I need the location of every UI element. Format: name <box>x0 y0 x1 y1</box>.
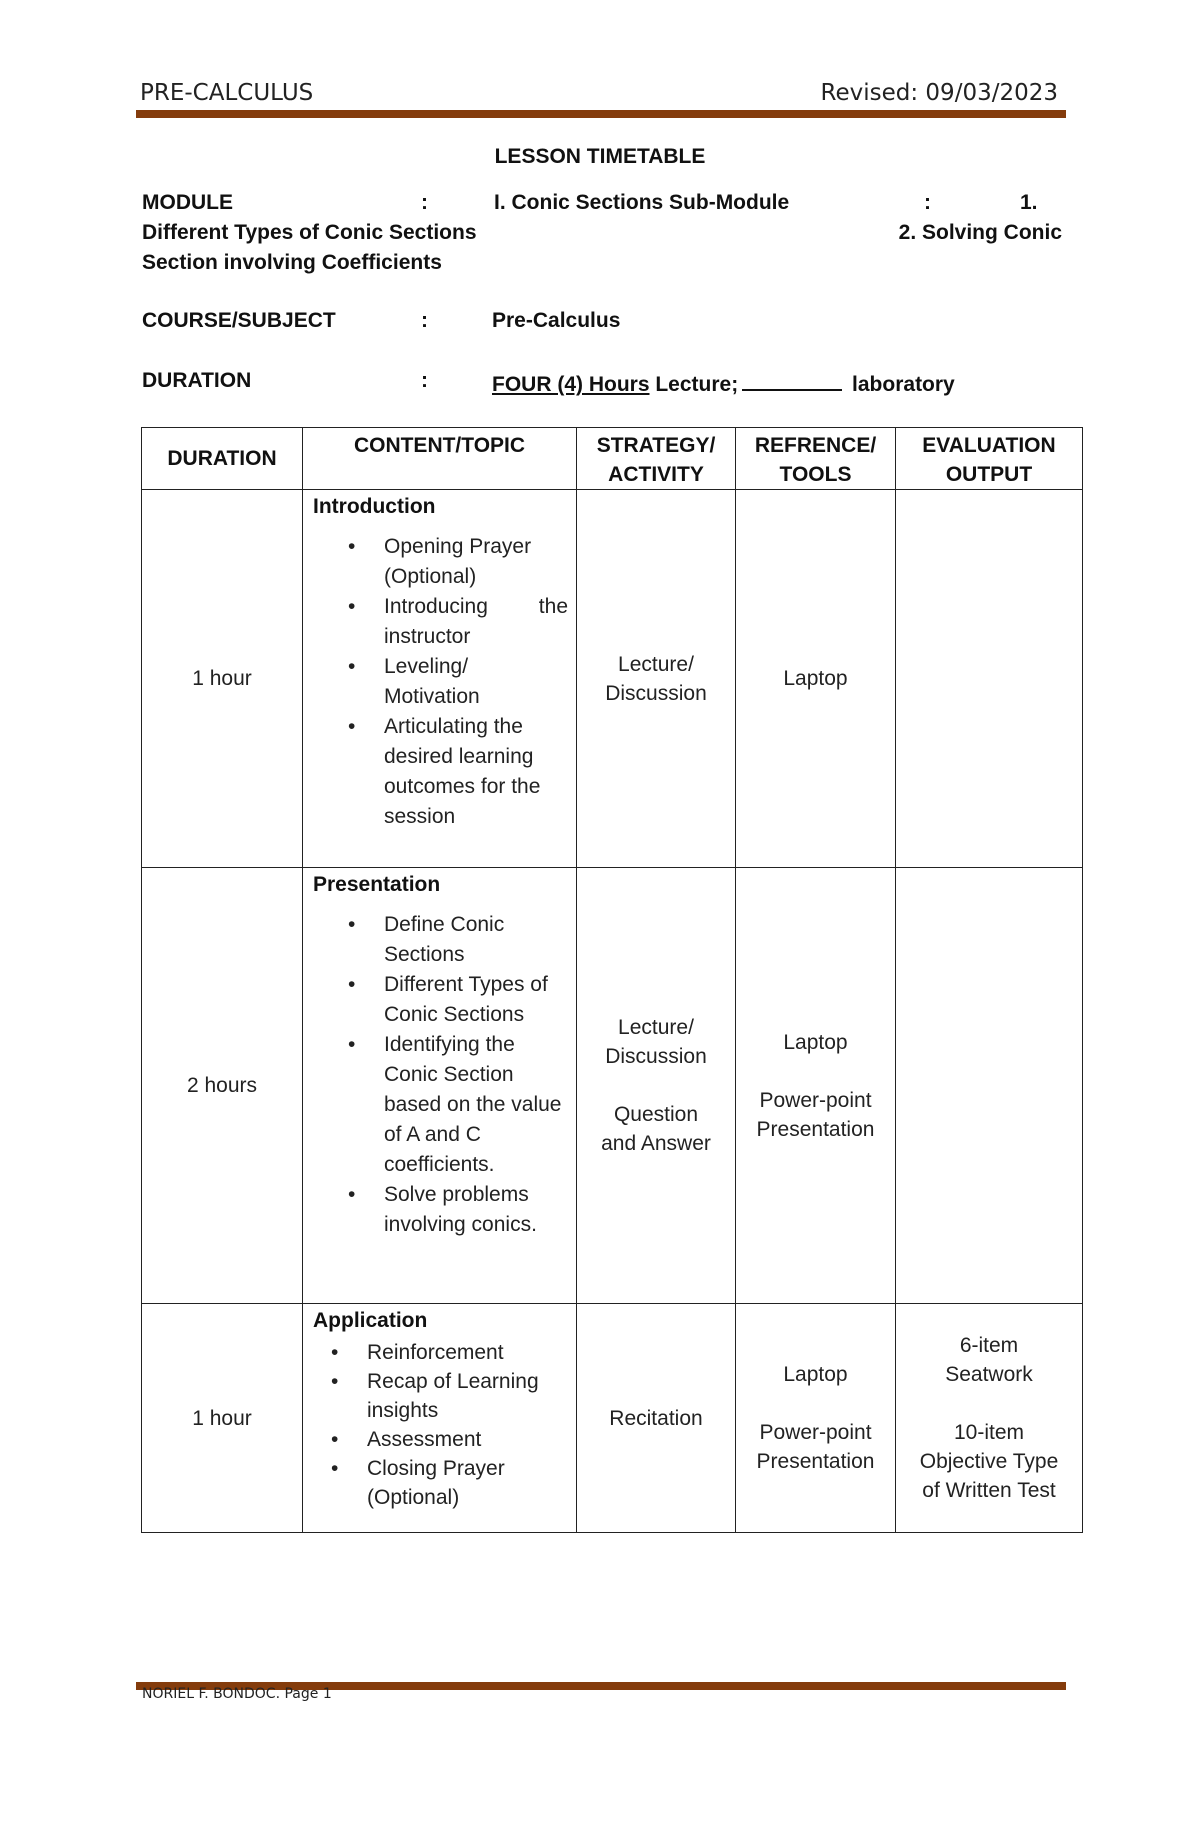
row-evaluation <box>896 868 1083 1304</box>
header-duration: DURATION <box>142 428 303 490</box>
list-item: • Recap of Learning insights <box>313 1367 568 1425</box>
footer-author-page: NORIEL F. BONDOC. Page 1 <box>142 1686 332 1702</box>
row-evaluation: 6-item Seatwork 10-item Objective Type of Written Test <box>896 1304 1083 1533</box>
list-item: • Articulating the desired learning outcomes for the session <box>313 712 568 832</box>
section-heading: Presentation <box>313 873 441 896</box>
row-duration: 1 hour <box>142 490 303 868</box>
row-strategy: Recitation <box>577 1304 736 1533</box>
row-tools: Laptop Power-point Presentation <box>736 1304 896 1533</box>
section-heading: Introduction <box>313 495 436 518</box>
duration-laboratory: laboratory <box>852 373 955 396</box>
list-item: • Define Conic Sections <box>313 910 568 970</box>
submodule-colon: : <box>924 191 931 214</box>
header-content: CONTENT/TOPIC <box>303 428 577 490</box>
row-content <box>303 1304 577 1533</box>
row-content <box>303 868 577 1304</box>
row-evaluation <box>896 490 1083 868</box>
header-revised-date: Revised: 09/03/2023 <box>820 80 1058 106</box>
header-strategy: STRATEGY/ ACTIVITY <box>577 428 736 490</box>
header-evaluation: EVALUATION OUTPUT <box>896 428 1083 490</box>
list-item: • Different Types of Conic Sections <box>313 970 568 1030</box>
row-tools: Laptop Power-point Presentation <box>736 868 896 1304</box>
list-item: • Assessment <box>313 1425 568 1454</box>
laboratory-blank <box>742 369 842 391</box>
lesson-timetable <box>141 427 1083 1533</box>
row-strategy: Lecture/ Discussion <box>577 490 736 868</box>
duration-lecture: Lecture; <box>655 373 739 396</box>
row-duration: 1 hour <box>142 1304 303 1533</box>
course-label: COURSE/SUBJECT <box>142 309 336 332</box>
table-row <box>142 1304 1083 1533</box>
table-row <box>142 490 1083 868</box>
row-duration: 2 hours <box>142 868 303 1304</box>
duration-hours: FOUR (4) Hours <box>492 373 650 396</box>
module-title: I. Conic Sections Sub-Module <box>494 191 790 214</box>
submodule-1-text: Different Types of Conic Sections <box>142 221 477 244</box>
header-rule <box>136 110 1066 118</box>
list-item: • Solve problems involving conics. <box>313 1180 568 1240</box>
submodule-number-1: 1. <box>1020 191 1038 214</box>
course-value: Pre-Calculus <box>492 309 621 332</box>
duration-label: DURATION <box>142 369 252 392</box>
module-colon: : <box>421 191 428 214</box>
module-label: MODULE <box>142 191 233 214</box>
section-heading: Application <box>313 1309 428 1332</box>
list-item: • Identifying the Conic Section based on the value of A and C coefficients. <box>313 1030 568 1180</box>
list-item: • Reinforcement <box>313 1338 568 1367</box>
table-row <box>142 868 1083 1304</box>
duration-colon: : <box>421 369 428 392</box>
list-item: • Closing Prayer (Optional) <box>313 1454 568 1512</box>
list-item: • Opening Prayer (Optional) <box>313 532 568 592</box>
document-title: LESSON TIMETABLE <box>494 145 706 168</box>
table-header-row <box>142 428 1083 490</box>
course-colon: : <box>421 309 428 332</box>
submodule-2-text-cont: Section involving Coefficients <box>142 251 442 274</box>
submodule-2-text: 2. Solving Conic <box>898 221 1062 244</box>
list-item: • Introducing the instructor <box>313 592 568 652</box>
row-tools: Laptop <box>736 490 896 868</box>
module-info <box>142 188 1062 278</box>
header-reference: REFRENCE/ TOOLS <box>736 428 896 490</box>
row-content <box>303 490 577 868</box>
header-subject: PRE-CALCULUS <box>140 80 314 106</box>
list-item: • Leveling/ Motivation <box>313 652 568 712</box>
row-strategy: Lecture/ Discussion Question and Answer <box>577 868 736 1304</box>
